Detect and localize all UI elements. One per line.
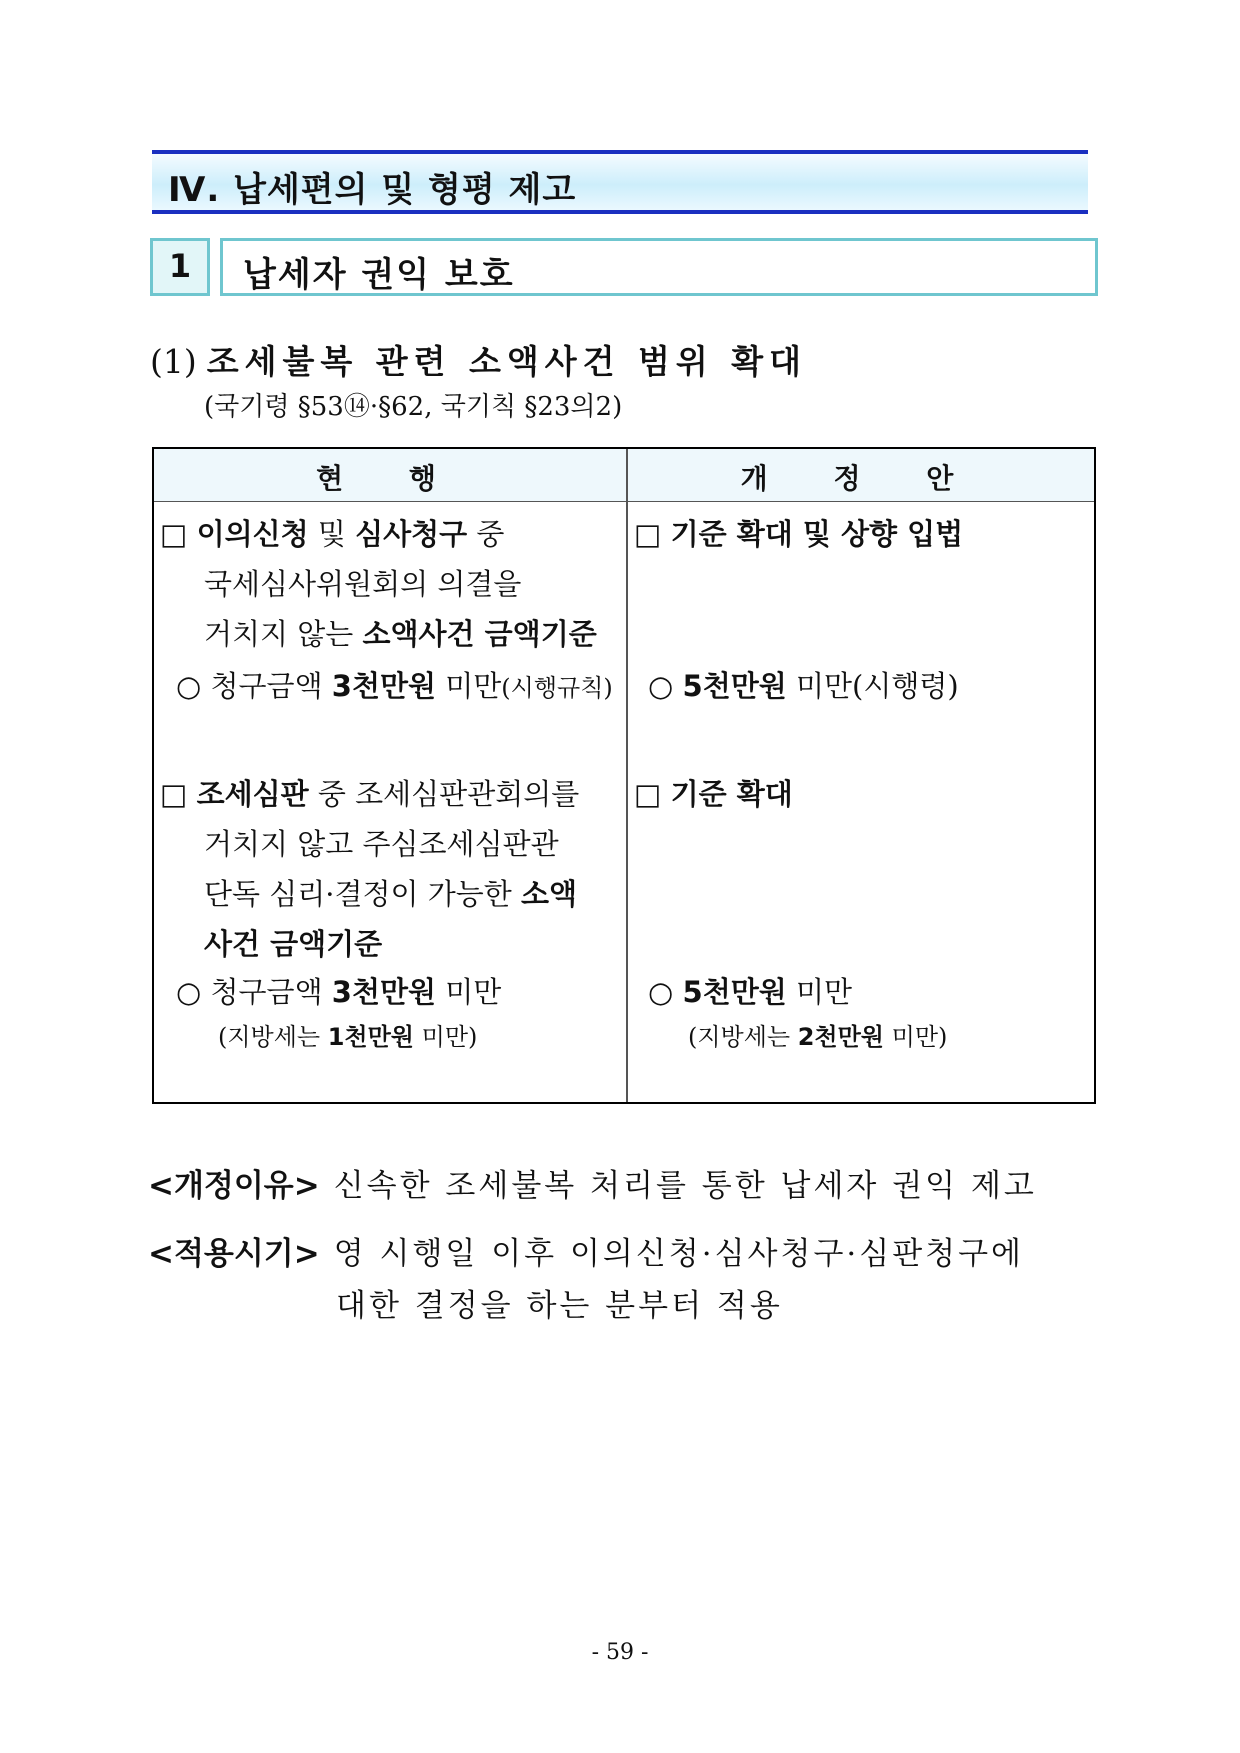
chapter-heading — [152, 150, 1088, 214]
header-proposed: 개 정 안 — [740, 462, 982, 495]
section-heading — [220, 238, 1098, 296]
reason-text: 신속한 조세불복 처리를 통한 납세자 권익 제고 — [333, 1168, 1037, 1204]
reason-label: <개정이유> — [148, 1168, 320, 1204]
proposed-sub-item-1: ○ 5천만원 미만(시행령) — [648, 669, 959, 703]
applied-label: <적용시기> — [148, 1236, 320, 1272]
current-sub-item-1: ○ 청구금액 3천만원 미만(시행규칙) — [176, 669, 613, 703]
subsection-number: (1) — [150, 342, 197, 381]
application-period — [148, 1228, 1024, 1273]
proposed-item-1: □ 기준 확대 및 상향 입법 — [634, 517, 964, 551]
subsection-heading — [150, 336, 807, 383]
applied-text-2: 대한 결정을 하는 분부터 적용 — [336, 1288, 783, 1324]
section-title: 납세자 권익 보호 — [243, 255, 515, 295]
column-divider — [626, 449, 628, 1102]
page-number: - 59 - — [591, 1640, 649, 1665]
current-sub-item-2: ○ 청구금액 3천만원 미만 (지방세는 1천만원 미만) — [176, 975, 502, 1051]
chapter-title: Ⅳ. 납세편의 및 형평 제고 — [168, 170, 577, 210]
proposed-sub-item-2: ○ 5천만원 미만 (지방세는 2천만원 미만) — [648, 975, 948, 1051]
current-item-1: □ 이의신청 및 심사청구 중 국세심사위원회의 의결을 거치지 않는 소액사건 금액기준 — [160, 517, 597, 651]
header-current: 현 행 — [316, 462, 464, 495]
applied-text-1: 영 시행일 이후 이의신청·심사청구·심판청구에 — [333, 1236, 1024, 1272]
current-item-2: □ 조세심판 중 조세심판관회의를 거치지 않고 주심조세심판관 단독 심리·결정이 가능한 소액 사건 금액기준 — [160, 777, 580, 961]
section-number: 1 — [150, 238, 210, 296]
subsection-title: 조세불복 관련 소액사건 범위 확대 — [206, 342, 807, 381]
comparison-table — [152, 447, 1096, 1104]
proposed-item-2: □ 기준 확대 — [634, 777, 793, 811]
amendment-reason — [148, 1160, 1037, 1205]
subsection-reference: (국기령 §53⑭·§62, 국기칙 §23의2) — [204, 392, 623, 422]
